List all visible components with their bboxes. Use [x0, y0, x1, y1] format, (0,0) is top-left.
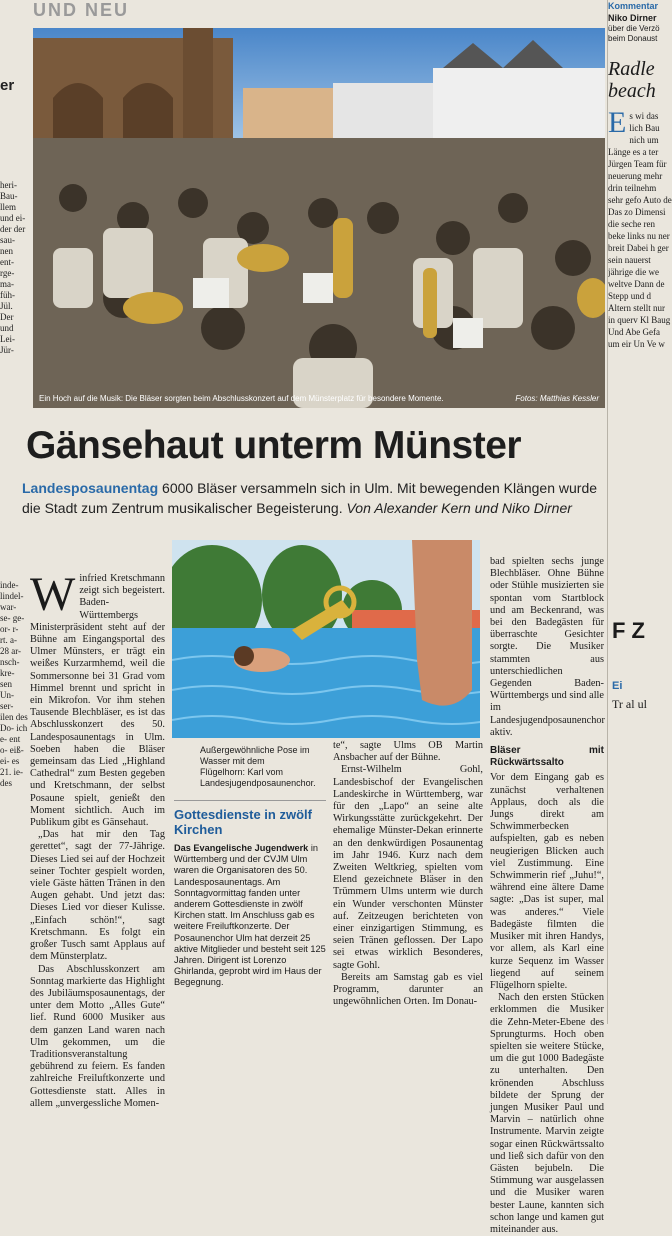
right-dropcap: E [608, 106, 627, 139]
main-photo [33, 28, 605, 408]
paragraph: Vor dem Eingang gab es zunächst verhaltenen Applaus, doch als die Jungs direkt am Schwimmerbecken aufspielten, gab es neben neugierigen Blicken auch viel Zustimmung. Eine Schwimmerin rief „Juhu!“, während eine ältere Dame sagte: „Das ist super, mal was anderes.“ Viele Badegäste filmten die Musiker mit ihren Handys, vor allem, als Karl eine kurze Sequenz im Wasser liegend auf seinem Flügelhorn spielte. [490, 772, 604, 991]
info-box [174, 800, 326, 989]
left-fragment-upper-text: heri- Bau- llem und ei- der der sau- nen ent- rge- ma- füh- Jül. Der und Lei- Jür- [0, 180, 26, 355]
info-box-title: Gottesdienste in zwölf Kirchen [174, 807, 312, 837]
kicker: Landesposaunentag [22, 480, 159, 496]
left-fragment-headline [0, 80, 28, 91]
info-box-text [174, 843, 326, 989]
lead-paragraph [30, 568, 165, 829]
inset-caption: Außergewöhnliche Pose im Wasser mit dem Flügelhorn: Karl vom Landesjugendposaunenchor. [200, 745, 316, 788]
kommentar-label: Kommentar [608, 1, 659, 11]
article-column-3 [333, 740, 483, 1008]
right-bottom-headline: F Z [612, 618, 645, 643]
left-fragment-lower-text: inde- lindel- war- se- ge- or- r- rt. a- 28 ar- nsch- kre- sen Un- ser- ilen des Do- ich e- ent o- eiß- ei- es 21. ie- des [0, 580, 28, 788]
photo-credit: Fotos: Matthias Kessler [515, 394, 599, 403]
kommentar-author: Niko Dirner [608, 13, 657, 23]
paragraph: bad spielten sechs junge Blechbläser. Ohne Bühne oder Stühle musizierten sie spontan vom Startblock und am Beckenrand, was bei den Badegästen für überraschte Gesichter sorgte. Die Musiker stammten aus unterschiedlichen Gegenden Baden-Württembergs und sind alle im Landesjugendposaunenchor aktiv. [490, 556, 605, 738]
photo-caption: Ein Hoch auf die Musik: Die Bläser sorgten beim Abschlusskonzert auf dem Münsterplatz für besondere Momente. [39, 394, 444, 403]
masthead-fragment [33, 0, 605, 28]
subheading: Bläser mit Rückwärtssalto [490, 745, 604, 769]
info-box-body: in Württemberg und der CVJM Ulm waren die Organisatoren des 50. Landesposaunentags. Am Sonntagvormittag fanden unter anderem Gottesdienste in zwölf Kirchen statt. Im Anschluss gab es weitere Freiluftkonzerte. Der Posaunenchor Ulm hat derzeit 25 aktive Mitglieder und besteht seit 125 Jahren. Dirigent ist Lorenzo Ghirlanda, geprobt wird im Haus der Begegnung. [174, 843, 326, 988]
paragraph: Bereits am Samstag gab es viel Programm, darunter an ungewöhnlichen Orten. Im Donau- [333, 971, 483, 1008]
paragraph: te“, sagte Ulms OB Martin Ansbacher auf der Bühne. [333, 740, 483, 764]
article-column-1 [30, 568, 165, 1110]
article-dropcap: W [30, 568, 76, 621]
paragraph: Das Abschlusskonzert am Sonntag markierte das Highlight des Jubiläumsposaunentags, der unter dem Motto „Alles Gute“ lief. Rund 6000 Musiker aus dem ganzen Land waren nach Ulm gekommen, um die Traditionsveranstaltung gebührend zu feiern. Es fanden zahlreiche Freiluftkonzerte und Gottesdienste statt. Alles in allem „unvergessliche Momen- [30, 963, 165, 1109]
right-text: s wi das lich Bau nich um Länge es a ter Jürgen Team für neuerung mehr drin teilnehm sehr gefo Auto de Das zo Dimensi die seche ren beke links nu ner breit Dabei h ger sein nauerst jährige die we weltve Dann de Stepp und d Altern stellt nur in querv Kl Baug Und Abe Gefa um eir Un Ve w [608, 111, 672, 349]
authors: Von Alexander Kern und Niko Dirner [346, 500, 572, 516]
article-column-4 [490, 556, 604, 1236]
lead-text: infried Kretschmann zeigt sich begeistert. Baden-Württembergs Ministerpräsident steht auf der Bühne am Eingangsportal des Ulmer Münsters, er trägt ein weißes Kurzarmhemd, weil die Sommersonne bei 31 Grad vom Himmel brennt und spricht in ein Mikrofon. Vor ihm stehen Tausende Blechbläser, es ist das Abschlusskonzert des 50. Landesposaunentags in Ulm. Soeben haben die Bläser gemeinsam das Lied „Highland Cathedral“ zum Besten gegeben und Kretschmann, der selbst Posaune spielt, genießt den Moment sichtlich. Auch im Publikum gibt es Gänsehaut. [30, 573, 165, 829]
photo-caption-bar [33, 394, 605, 408]
info-box-lead: Das Evangelische Jugendwerk [174, 843, 309, 853]
left-fragment-headline-text: er [0, 80, 15, 91]
subline-text: 6000 Bläser versammeln sich in Ulm. Mit bewegenden Klängen wurde die Stadt zum Zentrum musikalischer Begeisterung. [22, 480, 598, 516]
article-headline: Gänsehaut unterm Münster [26, 424, 522, 467]
left-fragment-lower [0, 580, 28, 1020]
right-headline: Radle beach [608, 58, 656, 102]
right-bottom-kicker: Ei [612, 680, 623, 692]
right-column [608, 0, 672, 1024]
paragraph: Ernst-Wilhelm Gohl, Landesbischof der Evangelischen Landeskirche in Württemberg, war für den „Lapo“ an seine alte Wirkungsstätte zurückgekehrt. Der ehemalige Münster-Dekan erinnerte an den denkwürdigen Posaunentag im Jahr 1946. Kurz nach dem Zweiten Weltkrieg, spielten vom Elend gezeichnete Bläser in den Trümmern Ulms unterm wie durch ein Wunder verschonten Münster auf. Zeitzeugen berichteten von einer einzigartigen Stimmung, es seien Tränen geflossen. Der Lapo sei etwas wirklich Besonderes, sagte Gohl. [333, 764, 483, 971]
paragraph: Nach den ersten Stücken erklommen die Musiker die Zehn-Meter-Ebene des Sprungturms. Hoch oben spielten sie weitere Stücke, um die gut 1000 Badegäste zu unterhalten. Den krönenden Abschluss bildete der Sprung der jungen Musiker Paul und Marvin – natürlich ohne Instrumente. Marvin zeigte sogar einen Rückwärtssalto und ließ sich dafür von den Gästen bejubeln. Die Stimmung war ausgelassen und die Musiker waren bester Laune, kannten sich schon lange und kamen gut miteinander aus. [490, 992, 604, 1235]
left-fragment-upper [0, 180, 28, 370]
right-bottom-text: Tr al ul [612, 697, 647, 711]
inset-photo [172, 540, 480, 738]
paragraph: „Das hat mir den Tag gerettet“, sagt der 77-Jährige. Dieses Lied sei auf der Hochzeit seiner Tochter gespielt worden, viele Gäste hätten Tränen in den Augen gehabt. Und jetzt das: Dieses Lied vor dieser Kulisse. „Einfach schön!“, sagt Kretschmann. Es folgt ein großer Tusch samt Applaus auf dem Münsterplatz. [30, 829, 165, 963]
kommentar-sub: über die Verzö beim Donaust [608, 24, 660, 43]
masthead-text: UND NEU [33, 0, 130, 20]
column-divider [607, 0, 608, 1024]
article-subline [22, 478, 606, 518]
